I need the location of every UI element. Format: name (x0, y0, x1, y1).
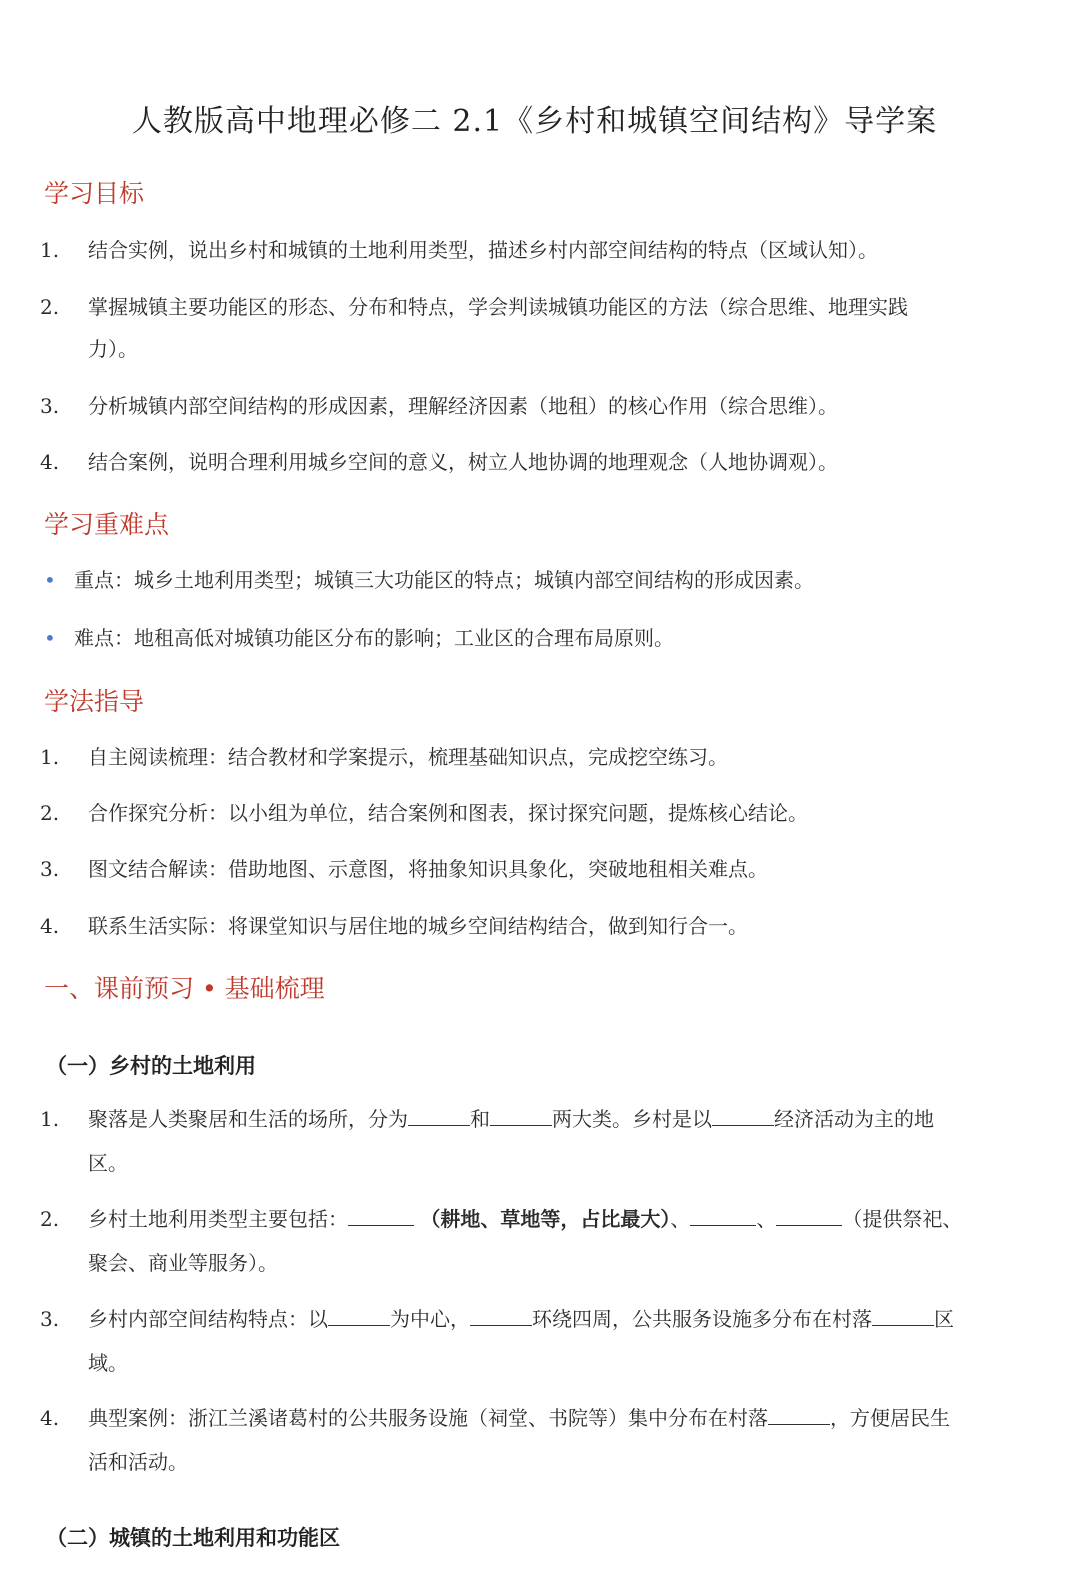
list-text: 分析城镇内部空间结构的形成因素，理解经济因素（地租）的核心作用（综合思维）。 (88, 394, 838, 418)
section-heading-preview: 一、课前预习 • 基础梳理 (44, 974, 325, 1003)
list-text: 掌握城镇主要功能区的形态、分布和特点，学会判读城镇功能区的方法（综合思维、地理实践 (88, 295, 908, 319)
fill-blank[interactable] (470, 1303, 532, 1326)
fill-blank[interactable] (490, 1103, 552, 1126)
bullet-text: 难点：地租高低对城镇功能区分布的影响；工业区的合理布局原则。 (74, 626, 674, 650)
list-text: 图文结合解读：借助地图、示意图，将抽象知识具象化，突破地租相关难点。 (88, 857, 768, 881)
list-text: 自主阅读梳理：结合教材和学案提示，梳理基础知识点，完成挖空练习。 (88, 745, 728, 769)
list-number: 1. (40, 1107, 60, 1131)
list-text: 力）。 (88, 337, 138, 361)
fill-blank[interactable] (768, 1402, 830, 1425)
list-number: 2. (40, 1207, 60, 1231)
fill-blank[interactable] (348, 1203, 414, 1226)
section-heading-methods: 学法指导 (44, 687, 145, 716)
list-text: 结合案例，说明合理利用城乡空间的意义，树立人地协调的地理观念（人地协调观）。 (88, 450, 838, 474)
fill-blank[interactable] (776, 1203, 842, 1226)
fill-blank[interactable] (408, 1103, 470, 1126)
list-number: 4. (40, 914, 60, 938)
exercise-text: 聚会、商业等服务）。 (88, 1251, 278, 1275)
list-number: 1. (40, 238, 60, 262)
exercise-text: 典型案例：浙江兰溪诸葛村的公共服务设施（祠堂、书院等）集中分布在村落 ，方便居民生 (88, 1396, 1050, 1440)
list-text: 联系生活实际：将课堂知识与居住地的城乡空间结构结合，做到知行合一。 (88, 914, 748, 938)
fill-blank[interactable] (690, 1203, 756, 1226)
list-number: 2. (40, 295, 60, 319)
exercise-text: 域。 (88, 1351, 128, 1375)
exercise-text: 乡村内部空间结构特点：以 为中心， 环绕四周，公共服务设施多分布在村落 区 (88, 1297, 1050, 1341)
list-text: 结合实例，说出乡村和城镇的土地利用类型，描述乡村内部空间结构的特点（区域认知）。 (88, 238, 878, 262)
exercise-text: 区。 (88, 1151, 128, 1175)
fill-blank[interactable] (712, 1103, 774, 1126)
exercise-text: 聚落是人类聚居和生活的场所，分为 和 两大类。乡村是以 经济活动为主的地 (88, 1097, 1050, 1141)
bullet-icon: • (44, 568, 56, 592)
list-number: 4. (40, 1406, 60, 1430)
list-number: 1. (40, 745, 60, 769)
bullet-text: 重点：城乡土地利用类型；城镇三大功能区的特点；城镇内部空间结构的形成因素。 (74, 568, 814, 592)
subheading-rural-land-use: （一）乡村的土地利用 (46, 1054, 256, 1078)
exercise-text: 乡村土地利用类型主要包括： （耕地、草地等，占比最大）、 、 （提供祭祀、 (88, 1197, 1050, 1241)
bullet-icon: • (44, 626, 56, 650)
list-number: 2. (40, 801, 60, 825)
list-text: 合作探究分析：以小组为单位，结合案例和图表，探讨探究问题，提炼核心结论。 (88, 801, 808, 825)
subheading-urban-land-use: （二）城镇的土地利用和功能区 (46, 1526, 340, 1550)
document-title: 人教版高中地理必修二 2.1《乡村和城镇空间结构》导学案 (131, 104, 938, 139)
fill-blank[interactable] (328, 1303, 390, 1326)
exercise-text: 活和活动。 (88, 1450, 188, 1474)
section-heading-goals: 学习目标 (44, 179, 145, 208)
list-number: 4. (40, 450, 60, 474)
list-number: 3. (40, 394, 60, 418)
list-number: 3. (40, 857, 60, 881)
section-heading-keypoints: 学习重难点 (44, 510, 170, 539)
fill-blank[interactable] (872, 1303, 934, 1326)
list-number: 3. (40, 1307, 60, 1331)
